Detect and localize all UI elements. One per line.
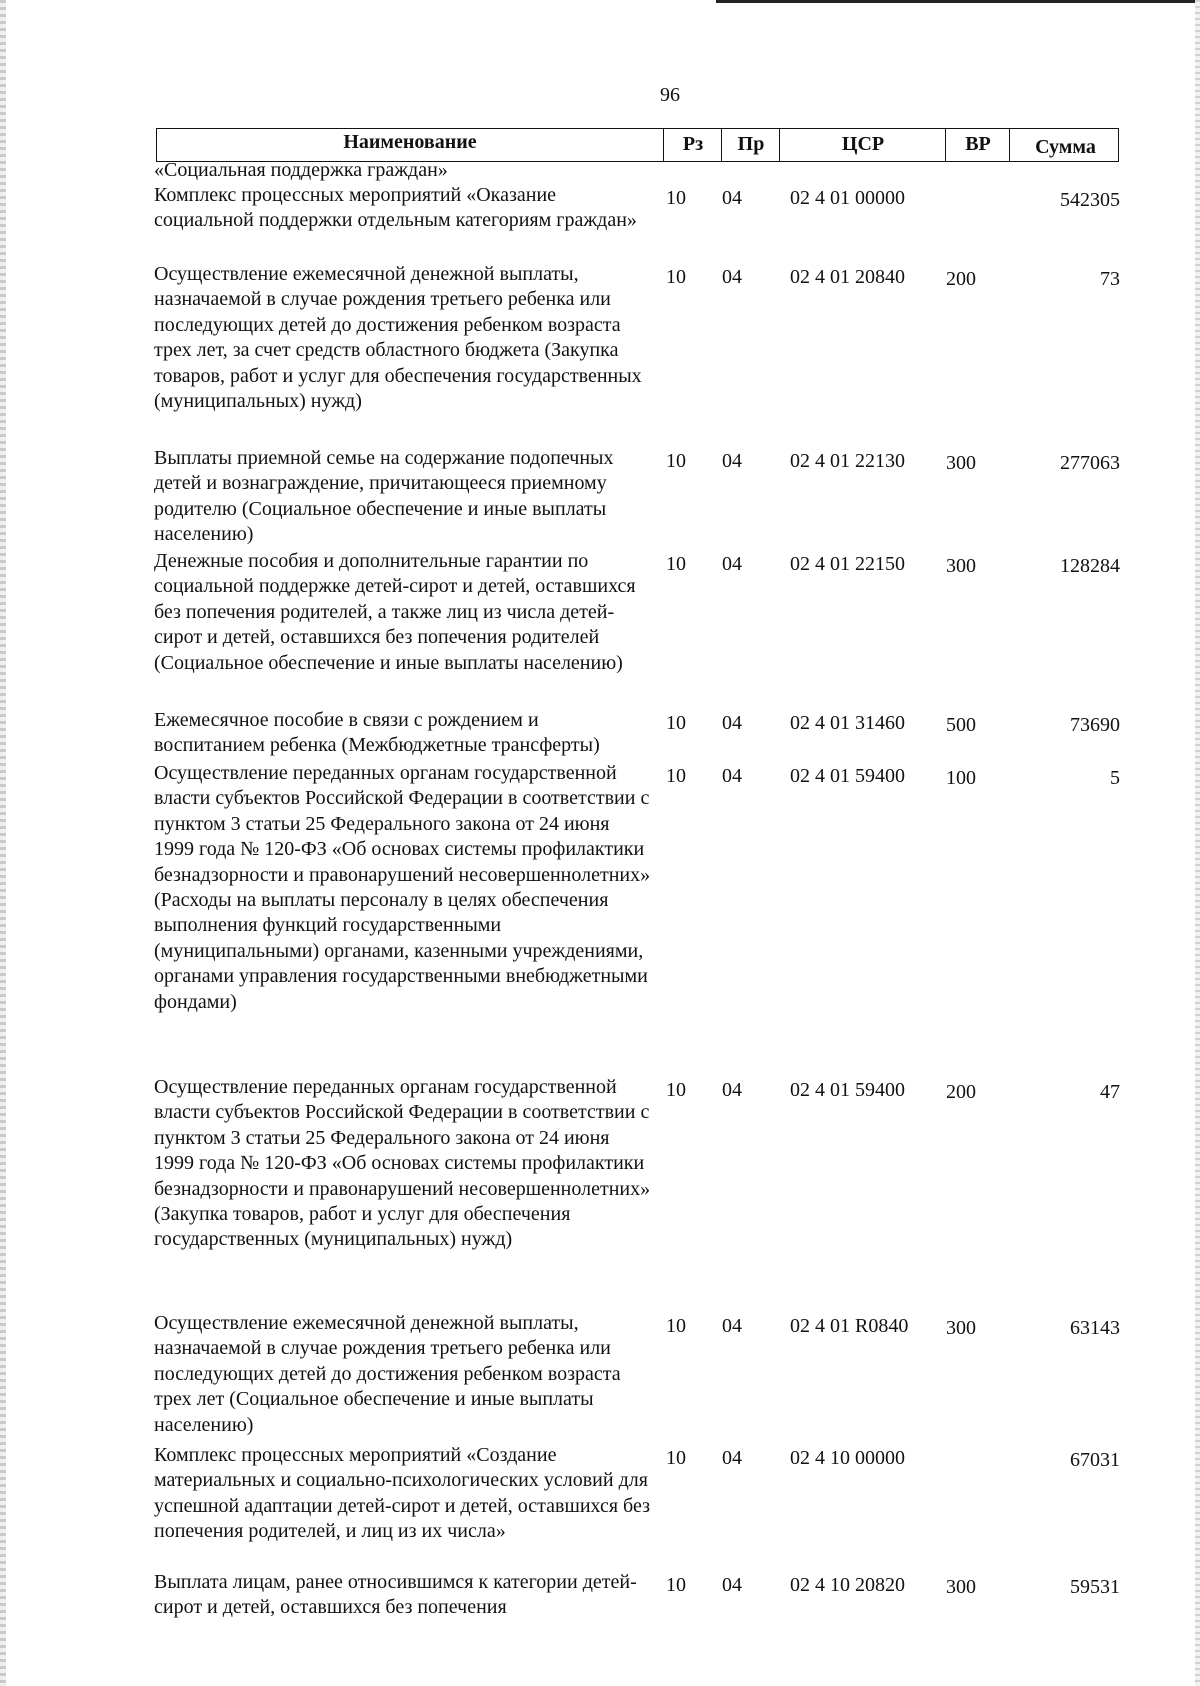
cell-name: Осуществление переданных органам государственной власти субъектов Российской Федерации в соответствии с пунктом 3 статьи 25 Федерального закона от 24 июня 1999 года № 120-ФЗ «Об основах системы профилактики безнадзорности и правонарушений несовершеннолетних» (Закупка товаров, работ и услуг для обеспечения государственных (муниципальных) нужд): [154, 1076, 651, 1251]
cell-sum: 542305: [1060, 189, 1120, 211]
cell-sum: 5: [1110, 767, 1120, 789]
header-pr: Пр: [721, 129, 780, 161]
cell-name: Осуществление ежемесячной денежной выплаты, назначаемой в случае рождения третьего ребенка или последующих детей до достижения ребенком возраста трех лет (Социальное обеспечение и иные выплаты населению): [154, 1312, 621, 1436]
cell-pr: 04: [722, 553, 742, 575]
cell-sum: 128284: [1060, 555, 1120, 577]
cell-vr: 300: [946, 452, 976, 474]
scan-right-edge: [1195, 0, 1200, 1686]
cell-sum: 59531: [1070, 1576, 1120, 1598]
cell-csr: 02 4 01 31460: [790, 712, 905, 734]
cell-pr: 04: [722, 1447, 742, 1469]
cell-csr: 02 4 01 22130: [790, 450, 905, 472]
cell-csr: 02 4 01 59400: [790, 1079, 905, 1101]
cell-pr: 04: [722, 450, 742, 472]
table-header: [156, 128, 1119, 162]
cell-sum: 47: [1100, 1081, 1120, 1103]
cell-pr: 04: [722, 1574, 742, 1596]
cell-rz: 10: [666, 553, 686, 575]
cell-pr: 04: [722, 1079, 742, 1101]
cell-csr: 02 4 01 20840: [790, 266, 905, 288]
cell-sum: 73: [1100, 268, 1120, 290]
cell-rz: 10: [666, 187, 686, 209]
cell-rz: 10: [666, 266, 686, 288]
cell-csr: 02 4 01 22150: [790, 553, 905, 575]
header-csr: ЦСР: [779, 129, 946, 161]
cell-name: Ежемесячное пособие в связи с рождением и воспитанием ребенка (Межбюджетные трансферты): [154, 709, 600, 757]
cell-rz: 10: [666, 1447, 686, 1469]
cell-rz: 10: [666, 1315, 686, 1337]
cell-vr: 300: [946, 1576, 976, 1598]
cell-csr: 02 4 10 00000: [790, 1447, 905, 1469]
scan-top-border: [716, 0, 1200, 3]
cell-sum: 67031: [1070, 1449, 1120, 1471]
cell-rz: 10: [666, 1079, 686, 1101]
cell-vr: 200: [946, 1081, 976, 1103]
cell-name: Осуществление ежемесячной денежной выплаты, назначаемой в случае рождения третьего ребенка или последующих детей до достижения ребенком возраста трех лет, за счет средств областного бюджета (Закупка товаров, работ и услуг для обеспечения государственных (муниципальных) нужд): [154, 263, 642, 413]
cell-sum: 73690: [1070, 714, 1120, 736]
cell-csr: 02 4 01 00000: [790, 187, 905, 209]
cell-vr: 100: [946, 767, 976, 789]
cell-pr: 04: [722, 266, 742, 288]
cell-rz: 10: [666, 450, 686, 472]
cell-vr: 300: [946, 555, 976, 577]
header-vr: ВР: [945, 129, 1010, 161]
cell-name: Осуществление переданных органам государственной власти субъектов Российской Федерации в соответствии с пунктом 3 статьи 25 Федерального закона от 24 июня 1999 года № 120-ФЗ «Об основах системы профилактики безнадзорности и правонарушений несовершеннолетних» (Расходы на выплаты персоналу в целях обеспечения выполнения функций государственными (муниципальными) органами, казенными учреждениями, органами управления государственными внебюджетными фондами): [154, 762, 651, 1013]
cell-vr: 200: [946, 268, 976, 290]
cell-name: Комплекс процессных мероприятий «Оказание социальной поддержки отдельным категориям граждан»: [154, 184, 637, 232]
cell-name: Комплекс процессных мероприятий «Создание материальных и социально-психологических условий для успешной адаптации детей-сирот и детей, оставшихся без попечения родителей, и лиц из их числа»: [154, 1444, 650, 1543]
cell-pr: 04: [722, 187, 742, 209]
header-sum: Сумма: [1009, 129, 1121, 161]
carry-over-text: «Социальная поддержка граждан»: [154, 159, 448, 181]
cell-rz: 10: [666, 1574, 686, 1596]
cell-name: Выплата лицам, ранее относившимся к категории детей-сирот и детей, оставшихся без попечения: [154, 1571, 637, 1619]
cell-vr: 300: [946, 1317, 976, 1339]
cell-csr: 02 4 10 20820: [790, 1574, 905, 1596]
cell-name: Денежные пособия и дополнительные гарантии по социальной поддержке детей-сирот и детей, оставшихся без попечения родителей, а также лиц из числа детей-сирот и детей, оставшихся без попечения родителей (Социальное обеспечение и иные выплаты населению): [154, 550, 636, 674]
cell-csr: 02 4 01 R0840: [790, 1315, 909, 1337]
cell-csr: 02 4 01 59400: [790, 765, 905, 787]
cell-pr: 04: [722, 712, 742, 734]
header-name: Наименование: [343, 131, 477, 153]
cell-sum: 277063: [1060, 452, 1120, 474]
scan-left-edge: [0, 0, 6, 1686]
cell-vr: 500: [946, 714, 976, 736]
cell-rz: 10: [666, 712, 686, 734]
cell-sum: 63143: [1070, 1317, 1120, 1339]
header-rz: Рз: [663, 129, 722, 161]
cell-name: Выплаты приемной семье на содержание подопечных детей и вознаграждение, причитающееся приемному родителю (Социальное обеспечение и иные выплаты населению): [154, 447, 614, 546]
page-number: 96: [660, 84, 680, 106]
cell-pr: 04: [722, 1315, 742, 1337]
cell-pr: 04: [722, 765, 742, 787]
cell-rz: 10: [666, 765, 686, 787]
